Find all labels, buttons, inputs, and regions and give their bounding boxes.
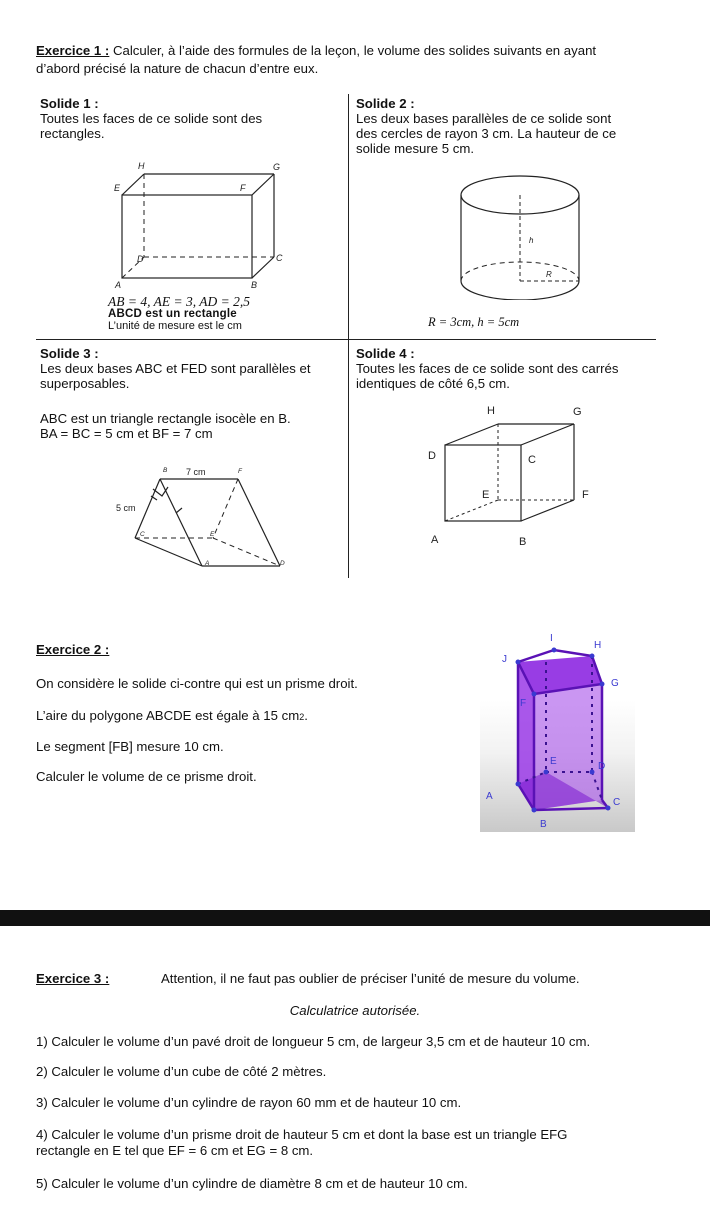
ex1-intro-line1: Calculer, à l’aide des formules de la leçon, le volume des solides suivants en ayant	[109, 43, 597, 58]
s3-label-c: C	[140, 531, 145, 538]
ex2-paragraph-2	[36, 708, 308, 723]
s3-text-line1: Les deux bases ABC et FED sont parallèles et	[40, 361, 311, 376]
s4-cube-figure	[420, 398, 600, 548]
s1-title: Solide 1 :	[40, 96, 99, 111]
s3-label-e: E	[210, 531, 215, 538]
ex2-label-e: E	[550, 756, 557, 767]
ex2-label-g: G	[611, 678, 619, 689]
ex3-calculator-note: Calculatrice autorisée.	[289, 1003, 421, 1018]
s1-label-c: C	[276, 253, 283, 263]
ex2-label-f: F	[520, 698, 527, 709]
ex1-title: Exercice 1 :	[36, 43, 110, 58]
ex3-question-3: 3) Calculer le volume d’un cylindre de rayon 60 mm et de hauteur 10 cm.	[36, 1095, 462, 1110]
s1-label-f: F	[240, 183, 246, 193]
s1-label-d: D	[137, 254, 144, 264]
s3-label-a: A	[205, 560, 210, 567]
ex1-intro-line2: d’abord précisé la nature de chacun d’entre eux.	[36, 61, 319, 76]
ex2-label-d: D	[598, 761, 606, 772]
ex2-paragraph-1: On considère le solide ci-contre qui est un prisme droit.	[36, 676, 358, 691]
ex3-warning: Attention, il ne faut pas oublier de préciser l’unité de mesure du volume.	[161, 971, 580, 986]
ex2-label-c: C	[613, 797, 621, 808]
ex3-question-4-line1: 4) Calculer le volume d’un prisme droit de hauteur 5 cm et dont la base est un triangle EFG	[36, 1127, 568, 1142]
grid-vertical-divider	[348, 94, 349, 578]
s4-text-line1: Toutes les faces de ce solide sont des carrés	[356, 361, 619, 376]
s4-label-e: E	[482, 489, 490, 501]
s1-label-g: G	[273, 162, 281, 172]
ex3-title: Exercice 3 :	[36, 971, 110, 986]
ex2-title: Exercice 2 :	[36, 642, 110, 657]
s4-label-g: G	[573, 406, 582, 418]
s3-label-d: D	[280, 560, 285, 567]
s4-label-f: F	[582, 489, 589, 501]
s3-title: Solide 3 :	[40, 346, 99, 361]
s3-text-line3: ABC est un triangle rectangle isocèle en B.	[40, 411, 291, 426]
s3-prism-figure	[110, 462, 300, 574]
ex2-paragraph-2-text: L’aire du polygone ABCDE est égale à 15 cm	[36, 708, 300, 723]
s1-cuboid-figure	[100, 158, 300, 293]
s3-label-f: F	[238, 468, 242, 475]
s3-label-b: B	[163, 467, 168, 474]
s3-length-side: 5 cm	[116, 503, 136, 513]
ex2-paragraph-4: Calculer le volume de ce prisme droit.	[36, 769, 257, 784]
ex2-paragraph-2-exponent: 2	[299, 712, 305, 722]
s3-text-line2: superposables.	[40, 376, 130, 391]
grid-horizontal-divider	[36, 339, 656, 340]
ex2-label-j: J	[502, 654, 507, 665]
ex3-question-1: 1) Calculer le volume d’un pavé droit de longueur 5 cm, de largeur 3,5 cm et de hauteur 10 cm.	[36, 1034, 591, 1049]
ex2-label-i: I	[550, 633, 553, 644]
s1-text-line1: Toutes les faces de ce solide sont des	[40, 111, 263, 126]
s2-text-line1: Les deux bases parallèles de ce solide sont	[356, 111, 612, 126]
s2-text-line3: solide mesure 5 cm.	[356, 141, 474, 156]
s4-label-a: A	[431, 534, 439, 546]
s4-text-line2: identiques de côté 6,5 cm.	[356, 376, 510, 391]
s2-title: Solide 2 :	[356, 96, 415, 111]
s2-label-h: h	[529, 236, 534, 245]
s1-unit-note: L’unité de mesure est le cm	[108, 320, 242, 332]
s4-label-h: H	[487, 405, 495, 417]
s2-cylinder-figure	[452, 170, 592, 300]
s2-text-line2: des cercles de rayon 3 cm. La hauteur de ce	[356, 126, 617, 141]
s4-label-d: D	[428, 450, 436, 462]
s4-title: Solide 4 :	[356, 346, 415, 361]
s1-label-h: H	[138, 161, 145, 171]
ex2-label-h: H	[594, 640, 602, 651]
ex2-prism-figure	[480, 632, 635, 832]
section-separator-band	[0, 910, 710, 926]
s1-text-line2: rectangles.	[40, 126, 105, 141]
ex3-question-4-line2: rectangle en E tel que EF = 6 cm et EG = 8 cm.	[36, 1143, 314, 1158]
s2-dimensions: R = 3cm, h = 5cm	[428, 315, 520, 329]
s1-rectangle-note: ABCD est un rectangle	[108, 308, 237, 320]
ex3-question-2: 2) Calculer le volume d’un cube de côté 2 mètres.	[36, 1064, 327, 1079]
ex2-paragraph-3: Le segment [FB] mesure 10 cm.	[36, 739, 224, 754]
s3-text-line4: BA = BC = 5 cm et BF = 7 cm	[40, 426, 213, 441]
ex2-label-a: A	[486, 791, 493, 802]
ex2-paragraph-2-end: .	[304, 708, 308, 723]
s1-dimensions: AB = 4, AE = 3, AD = 2,5	[108, 294, 250, 309]
s4-label-b: B	[519, 536, 527, 548]
ex3-question-5: 5) Calculer le volume d’un cylindre de diamètre 8 cm et de hauteur 10 cm.	[36, 1176, 468, 1191]
s4-label-c: C	[528, 454, 536, 466]
s1-label-a: A	[115, 280, 122, 290]
s1-label-b: B	[251, 280, 258, 290]
s2-label-r: R	[546, 270, 552, 279]
s3-length-top: 7 cm	[186, 467, 206, 477]
s1-label-e: E	[114, 183, 121, 193]
ex2-label-b: B	[540, 819, 547, 830]
ex1-heading	[36, 43, 596, 58]
